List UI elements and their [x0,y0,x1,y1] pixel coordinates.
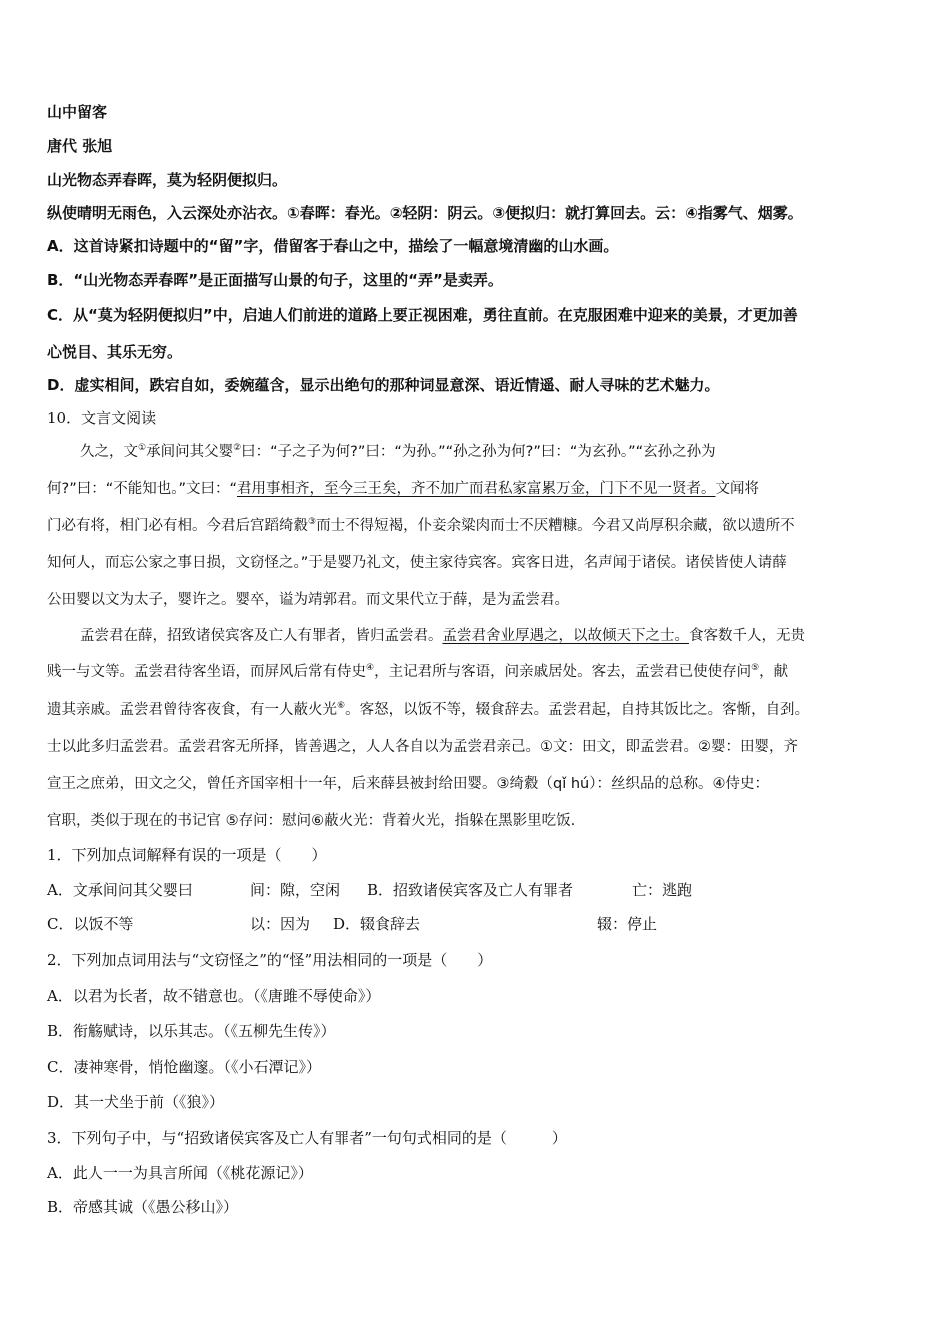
passage-p1-line-1 [80,442,907,462]
passage-p2-line-5: 宣王之庶弟，田文之父，曾任齐国宰相十一年，后来薛县被封给田婴。③绮縠（qǐ hú）：丝织品的总称。④侍史： [47,776,769,792]
q1-option-c-text: C．以饭不等 [47,915,134,933]
passage-p2-line-6: 官职，类似于现在的书记官 ⑤存问：慰问⑥蔽火光：背着火光，指躲在黑影里吃饭. [47,813,576,829]
footnote-marker: ① [138,443,147,453]
poem-line-2-with-notes: 纵使晴明无雨色，入云深处亦沾衣。①春晖：春光。②轻阴：阴云。③便拟归：就打算回去。云：④指雾气、烟雾。 [47,204,803,222]
passage-text: 文闻将 [715,481,759,497]
poem-line-1: 山光物态弄春晖，莫为轻阴便拟归。 [47,171,288,189]
passage-text: ，献 [759,664,789,680]
passage-text: 。客怒，以饭不等，辍食辞去。孟尝君起，自持其饭比之。客惭，自刭。 [345,702,810,718]
q1-option-d-gloss: 辍：停止 [597,915,658,933]
footnote-marker: ⑤ [751,663,760,673]
poem-option-a: A．这首诗紧扣诗题中的“留”字，借留客于春山之中，描绘了一幅意境清幽的山水画。 [47,237,619,255]
question-3-stem: 3．下列句子中，与“招致诸侯宾客及亡人有罪者”一句句式相同的是（ ） [47,1129,567,1147]
q1-option-c-gloss: 以：因为 [250,915,311,933]
passage-p2-line-1 [80,626,907,646]
underlined-sentence: 孟尝君舍业厚遇之，以故倾天下之士。 [442,628,689,644]
q2-option-a: A．以君为长者，故不错意也。（《唐雎不辱使命》） [47,987,381,1005]
poem-option-c-line-2: 心悦目、其乐无穷。 [47,343,183,361]
poem-option-b: B．“山光物态弄春晖”是正面描写山景的句子，这里的“弄”是卖弄。 [47,271,503,289]
passage-p1-line-2 [47,479,907,499]
q3-option-b: B．帝感其诚（《愚公移山》） [47,1198,239,1216]
underlined-sentence: 君用事相齐，至今三王矣，齐不加广而君私家富累万金，门下不见一贤者。 [237,481,716,497]
poem-author: 唐代 张旭 [47,137,113,155]
poem-title: 山中留客 [47,103,108,121]
passage-text: 久之，文 [80,444,138,460]
footnote-marker: ④ [366,663,375,673]
q1-option-d-text: D．辍食辞去 [333,915,421,933]
q1-option-b-text: B．招致诸侯宾客及亡人有罪者 [367,881,574,899]
poem-option-c-line-1: C．从“莫为轻阴便拟归”中，启迪人们前进的道路上要正视困难，勇往直前。在克服困难中迎来的美景，才更加善 [47,306,798,324]
poem-option-d: D．虚实相间，跌宕自如，委婉蕴含，显示出绝句的那种词显意深、语近情遥、耐人寻味的艺术魅力。 [47,376,720,394]
question-2-stem: 2．下列加点词用法与“文窃怪之”的“怪”用法相同的一项是（ ） [47,951,493,969]
passage-p1-line-5: 公田婴以文为太子，婴许之。婴卒，谥为靖郭君。而文果代立于薛，是为孟尝君。 [47,592,569,608]
passage-text: 食客数千人，无贵 [689,628,805,644]
question-1-stem: 1．下列加点词解释有误的一项是（ ） [47,846,327,864]
passage-text: 曰：“子之子为何?”曰：“为孙。”“孙之孙为何?”曰：“为玄孙。”“玄孙之孙为 [241,444,716,460]
passage-text: 贱一与文等。孟尝君待客坐语，而屏风后常有侍史 [47,664,366,680]
passage-text: 何?”曰：“不能知也。”文曰：“ [47,481,237,497]
passage-p2-line-4: 士以此多归孟尝君。孟尝君客无所择，皆善遇之，人人各自以为孟尝君亲己。①文：田文，即孟尝君。②婴：田婴，齐 [47,739,798,755]
passage-p1-line-4: 知何人，而忘公家之事日损，文窃怪之。”于是婴乃礼文，使主家待宾客。宾客日进，名声闻于诸侯。诸侯皆使人请薛 [47,555,787,571]
q2-option-c: C．凄神寒骨，悄怆幽邃。（《小石潭记》） [47,1058,321,1076]
q2-option-b: B．衔觞赋诗，以乐其志。（《五柳先生传》） [47,1022,336,1040]
passage-p2-line-3 [47,700,907,720]
q2-option-d: D．其一犬坐于前（《狼》） [47,1093,225,1111]
passage-text: 门必有将，相门必有相。今君后宫蹈绮縠 [47,518,308,534]
footnote-marker: ② [233,443,242,453]
q3-option-a: A．此人一一为具言所闻（《桃花源记》） [47,1164,313,1182]
q1-option-a-gloss: 间：隙，空闲 [250,881,341,899]
q1-option-a-text: A．文承间问其父婴曰 [47,881,193,899]
passage-p1-line-3 [47,516,907,536]
footnote-marker: ⑥ [337,701,346,711]
q1-option-b-gloss: 亡：逃跑 [632,881,693,899]
passage-p2-line-2 [47,662,907,682]
passage-text: 遗其亲戚。孟尝君曾待客夜食，有一人蔽火光 [47,702,337,718]
passage-text: 而士不得短褐，仆妾余粱肉而士不厌糟糠。今君又尚厚积余藏，欲以遗所不 [316,518,795,534]
passage-text: 孟尝君在薛，招致诸侯宾客及亡人有罪者，皆归孟尝君。 [80,628,443,644]
passage-text: 承间问其父婴 [146,444,234,460]
footnote-marker: ③ [308,517,317,527]
passage-text: ，主记君所与客语，问亲戚居处。客去，孟尝君已使使存问 [374,664,752,680]
section-10-heading: 10．文言文阅读 [47,409,157,427]
